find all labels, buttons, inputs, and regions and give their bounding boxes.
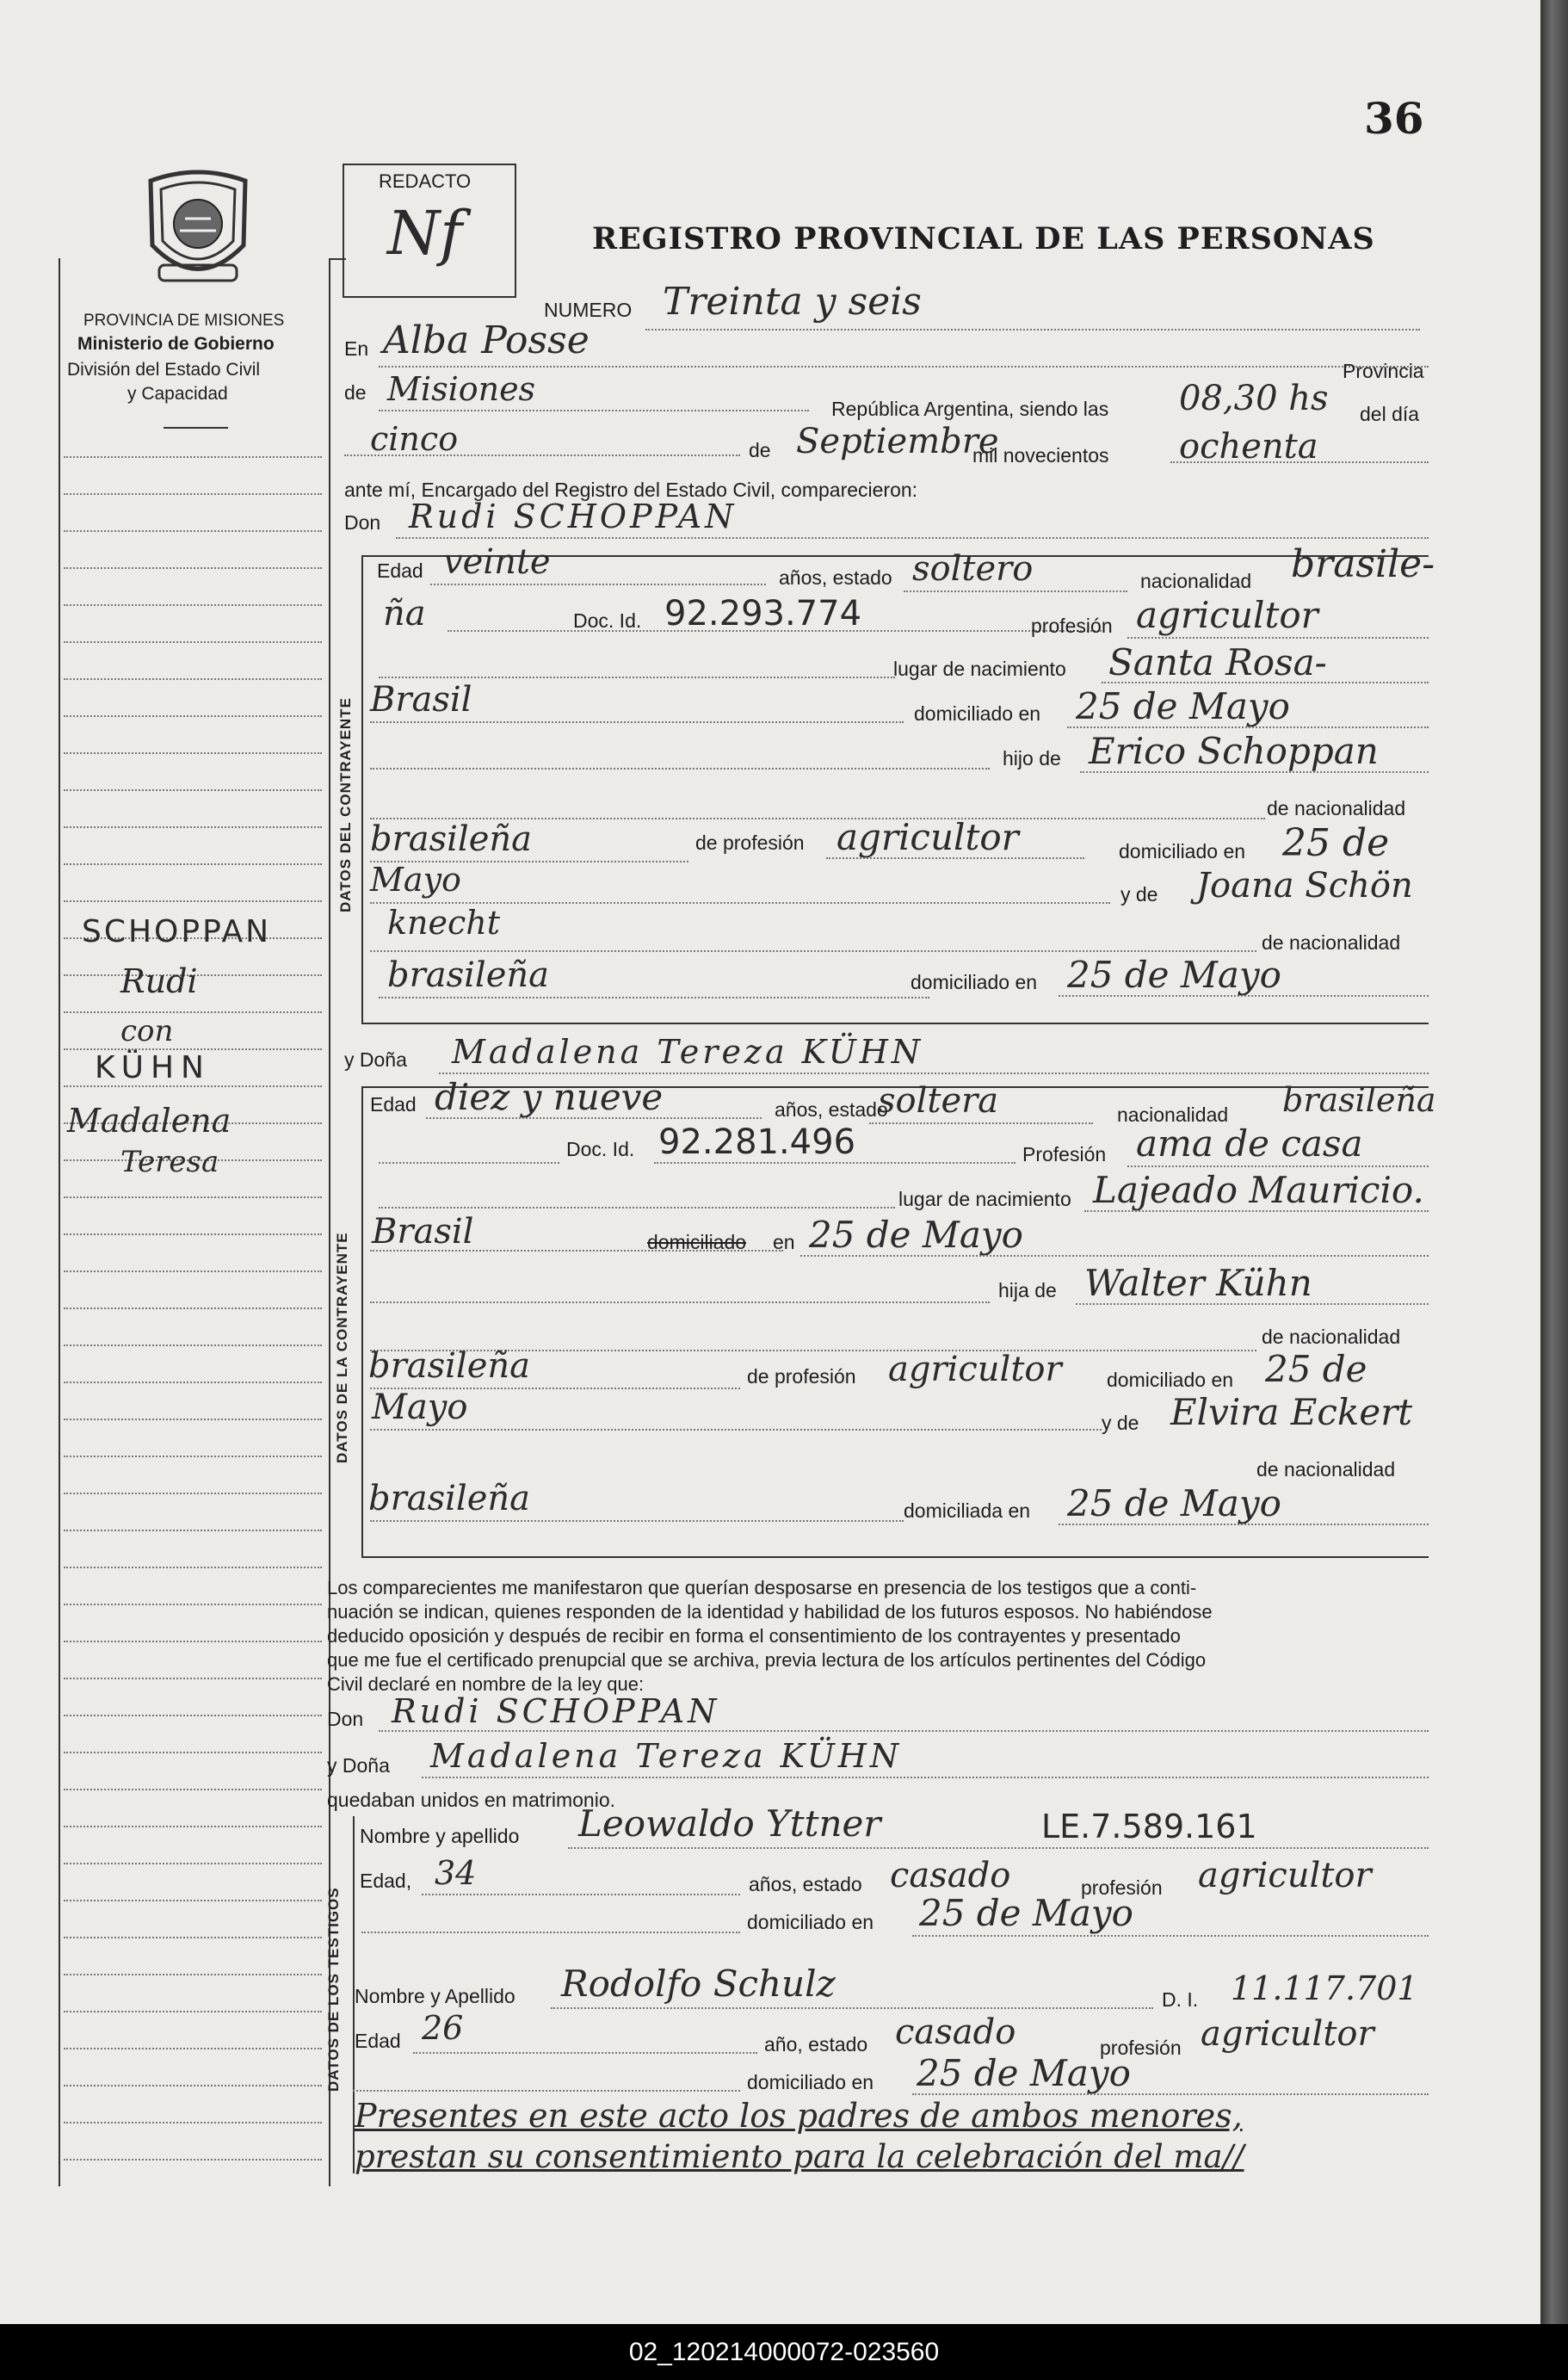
ledger-line bbox=[64, 1715, 322, 1716]
dona-value: Madalena Tereza KÜHN bbox=[452, 1033, 924, 1071]
c-anios-estado-label: años, estado bbox=[779, 566, 892, 589]
f-doc-value: 92.281.496 bbox=[658, 1122, 856, 1162]
f-dom-label: domiciliado en bbox=[1107, 1369, 1234, 1391]
f-madre-nac: brasileña bbox=[368, 1479, 530, 1518]
hora-value: 08,30 hs bbox=[1179, 379, 1329, 418]
t2-nombre-label: Nombre y Apellido bbox=[355, 1985, 515, 2007]
anio-value: ochenta bbox=[1179, 427, 1318, 467]
del-dia-label: del día bbox=[1360, 403, 1420, 425]
ledger-line bbox=[64, 1270, 322, 1272]
book-binding bbox=[1540, 0, 1568, 2324]
ledger-line bbox=[64, 1789, 322, 1790]
t2-di-label: D. I. bbox=[1162, 1988, 1199, 2011]
f-madre-value: Elvira Eckert bbox=[1170, 1391, 1413, 1433]
margin-note-surname-2: KÜHN bbox=[95, 1050, 211, 1085]
c-padre-nac: brasileña bbox=[370, 819, 532, 859]
document-title: REGISTRO PROVINCIAL DE LAS PERSONAS bbox=[592, 221, 1375, 257]
contrayente-section-label: DATOS DEL CONTRAYENTE bbox=[337, 697, 354, 912]
de-value: Misiones bbox=[387, 370, 536, 408]
ledger-line bbox=[64, 1937, 322, 1938]
f-padre-value: Walter Kühn bbox=[1084, 1262, 1312, 1304]
f-lugar-label: lugar de nacimiento bbox=[898, 1188, 1071, 1210]
ledger-line bbox=[64, 493, 322, 495]
f-y-de-label: y de bbox=[1102, 1412, 1139, 1434]
f-estado-value: soltera bbox=[878, 1081, 999, 1121]
f-de-prof-label: de profesión bbox=[747, 1365, 856, 1388]
ledger-line bbox=[64, 2159, 322, 2161]
c-dom-en2-label: domiciliado en bbox=[911, 971, 1038, 993]
f-anios-estado-label: años, estado bbox=[775, 1098, 888, 1121]
f-lugar-value: Lajeado Mauricio. bbox=[1093, 1169, 1424, 1211]
t1-prof-label: profesión bbox=[1081, 1876, 1163, 1899]
f-profesion-value: ama de casa bbox=[1136, 1122, 1363, 1165]
c-madre-value: Joana Schön bbox=[1196, 866, 1413, 906]
c-hijo-label: hijo de bbox=[1003, 747, 1061, 770]
ledger-line bbox=[64, 1196, 322, 1198]
ledger-line bbox=[64, 1011, 322, 1013]
contrayenta-section-label: DATOS DE LA CONTRAYENTE bbox=[334, 1232, 350, 1463]
testigos-nota-2: prestan su consentimiento para la celebración del ma// bbox=[355, 2138, 1244, 2175]
stamp-initials: Nf bbox=[387, 198, 463, 269]
f-profesion-label: Profesión bbox=[1022, 1143, 1107, 1165]
ledger-line bbox=[64, 567, 322, 569]
ledger-line bbox=[64, 715, 322, 717]
ledger-line bbox=[64, 752, 322, 754]
c-edad-label: Edad bbox=[377, 559, 423, 582]
t2-prof-value: agricultor bbox=[1201, 2014, 1374, 2054]
ledger-line bbox=[64, 1863, 322, 1864]
mes-value: Septiembre bbox=[796, 422, 999, 461]
c-padre-dom: 25 de bbox=[1282, 821, 1390, 865]
republica-label: República Argentina, siendo las bbox=[831, 398, 1109, 420]
c-nacionalidad-value: brasile- bbox=[1291, 542, 1435, 586]
ledger-line bbox=[64, 641, 322, 643]
c-madre-cont: knecht bbox=[387, 904, 501, 942]
ledger-line bbox=[64, 1641, 322, 1642]
f-padre-dom: 25 de bbox=[1265, 1348, 1367, 1390]
mil-label: mil novecientos bbox=[972, 444, 1109, 467]
f-domicilio-label: domiciliado bbox=[647, 1231, 747, 1253]
t2-estado-label: año, estado bbox=[764, 2033, 868, 2055]
ledger-line bbox=[64, 789, 322, 791]
c-madre-dom: 25 de Mayo bbox=[1067, 954, 1281, 996]
ledger-line bbox=[64, 863, 322, 865]
c-estado-value: soltero bbox=[912, 549, 1034, 589]
ledger-line bbox=[64, 1233, 322, 1235]
testigos-section-label: DATOS DE LOS TESTIGOS bbox=[325, 1887, 342, 2092]
ledger-line bbox=[64, 1826, 322, 1827]
ledger-line bbox=[64, 1382, 322, 1383]
f-madre-dom: 25 de Mayo bbox=[1067, 1482, 1281, 1524]
c-padre-prof: agricultor bbox=[836, 816, 1019, 858]
c-de-nac2-label: de nacionalidad bbox=[1262, 931, 1401, 954]
ledger-line bbox=[64, 678, 322, 680]
c-lugar-value: Santa Rosa- bbox=[1108, 641, 1327, 683]
de-label: de bbox=[344, 381, 367, 404]
t1-estado-label: años, estado bbox=[749, 1873, 862, 1895]
f-padre-dom-cont: Mayo bbox=[372, 1388, 468, 1427]
t1-dom-label: domiciliado en bbox=[747, 1911, 874, 1933]
f-nacionalidad-label: nacionalidad bbox=[1117, 1103, 1229, 1126]
decl-dona-value: Madalena Tereza KÜHN bbox=[430, 1737, 903, 1775]
decl-dona-label: y Doña bbox=[327, 1754, 390, 1777]
t2-estado-value: casado bbox=[895, 2012, 1016, 2052]
f-domicilio-value: 25 de Mayo bbox=[809, 1214, 1023, 1256]
provincia-label: Provincia bbox=[1343, 360, 1424, 382]
ledger-line bbox=[64, 1345, 322, 1346]
c-domicilio-label: domiciliado en bbox=[914, 702, 1041, 725]
c-de-nac-label: de nacionalidad bbox=[1267, 797, 1406, 819]
numero-label: NUMERO bbox=[544, 299, 633, 321]
margin-note-con: con bbox=[120, 1014, 174, 1048]
c-edad-value: veinte bbox=[443, 542, 551, 582]
ledger-line bbox=[64, 1307, 322, 1309]
t2-edad-label: Edad bbox=[355, 2030, 401, 2052]
redacto-stamp bbox=[343, 164, 516, 298]
t1-estado-value: casado bbox=[890, 1856, 1011, 1895]
c-doc-label: Doc. Id. bbox=[573, 609, 642, 632]
ledger-line bbox=[64, 1456, 322, 1457]
ledger-line bbox=[64, 530, 322, 532]
margin-rule-top bbox=[329, 258, 346, 260]
ledger-line bbox=[64, 1752, 322, 1753]
c-profesion-label: profesión bbox=[1031, 615, 1113, 637]
ledger-line bbox=[64, 1604, 322, 1605]
numero-value: Treinta y seis bbox=[663, 280, 922, 324]
ledger-line bbox=[64, 2085, 322, 2086]
f-domicilio-en: en bbox=[773, 1231, 795, 1253]
f-edad-label: Edad bbox=[370, 1093, 417, 1116]
t1-prof-value: agricultor bbox=[1198, 1856, 1372, 1895]
t2-prof-label: profesión bbox=[1100, 2037, 1182, 2059]
t2-nombre-value: Rodolfo Schulz bbox=[561, 1963, 836, 2005]
c-nacionalidad-label: nacionalidad bbox=[1140, 570, 1252, 592]
declaracion-line-1: Los comparecientes me manifestaron que querían desposarse en presencia de los testigos que a conti- bbox=[327, 1577, 1197, 1598]
c-padre-value: Erico Schoppan bbox=[1089, 730, 1379, 772]
decl-don-label: Don bbox=[327, 1708, 364, 1730]
don-label: Don bbox=[344, 511, 381, 534]
c-profesion-value: agricultor bbox=[1136, 594, 1318, 636]
ledger-line bbox=[64, 2011, 322, 2012]
ledger-line bbox=[64, 1493, 322, 1494]
sidebar-line-1: PROVINCIA DE MISIONES bbox=[83, 312, 285, 330]
margin-note-name-3: Teresa bbox=[120, 1145, 219, 1179]
ledger-line bbox=[64, 456, 322, 458]
page-number: 36 bbox=[1364, 93, 1424, 144]
f-dom2-label: domiciliada en bbox=[904, 1499, 1031, 1522]
t1-edad-value: 34 bbox=[435, 1854, 477, 1892]
footer-id: 02_120214000072-023560 bbox=[628, 2338, 940, 2366]
declaracion-line-4: que me fue el certificado prenupcial que se archiva, previa lectura de los artículos pertinentes del Código bbox=[327, 1649, 1207, 1671]
en-label: En bbox=[344, 337, 369, 360]
f-de-nac2-label: de nacionalidad bbox=[1256, 1458, 1396, 1481]
t2-dom-label: domiciliado en bbox=[747, 2071, 874, 2093]
ledger-line bbox=[64, 1678, 322, 1679]
footer-id-bar bbox=[0, 2324, 1568, 2380]
ledger-line bbox=[64, 604, 322, 606]
decl-don-value: Rudi SCHOPPAN bbox=[392, 1692, 720, 1730]
ledger-line bbox=[64, 1974, 322, 1975]
t2-di-value: 11.117.701 bbox=[1231, 1969, 1418, 2007]
ledger-line bbox=[64, 900, 322, 902]
declaracion-line-5: Civil declaré en nombre de la ley que: bbox=[327, 1673, 645, 1695]
margin-note-name-2: Madalena bbox=[67, 1102, 231, 1140]
f-padre-prof: agricultor bbox=[888, 1350, 1062, 1389]
t1-dom-value: 25 de Mayo bbox=[919, 1892, 1133, 1934]
ledger-line bbox=[64, 1567, 322, 1568]
margin-note-name: Rudi bbox=[120, 962, 198, 1000]
t1-edad-label: Edad, bbox=[360, 1870, 412, 1892]
ledger-line bbox=[64, 1085, 322, 1087]
don-value: Rudi SCHOPPAN bbox=[409, 498, 738, 535]
testigos-nota-1: Presentes en este acto los padres de ambos menores, bbox=[355, 2097, 1243, 2135]
f-lugar-cont: Brasil bbox=[372, 1212, 474, 1252]
ledger-line bbox=[64, 2122, 322, 2123]
ledger-line bbox=[64, 2048, 322, 2049]
c-dom-en-label: domiciliado en bbox=[1119, 840, 1246, 862]
sidebar-line-4: y Capacidad bbox=[127, 384, 228, 404]
margin-note-surname: SCHOPPAN bbox=[82, 914, 272, 949]
t2-dom-value: 25 de Mayo bbox=[917, 2052, 1131, 2094]
t1-nombre-label: Nombre y apellido bbox=[360, 1825, 520, 1847]
decl-final: quedaban unidos en matrimonio. bbox=[327, 1789, 616, 1811]
declaracion-line-3: deducido oposición y después de recibir en forma el consentimiento de los contrayentes y presentado bbox=[327, 1625, 1181, 1647]
c-domicilio-value: 25 de Mayo bbox=[1076, 685, 1290, 727]
de2-label: de bbox=[749, 439, 771, 461]
f-padre-nac: brasileña bbox=[368, 1346, 530, 1386]
f-edad-value: diez y nueve bbox=[435, 1076, 664, 1118]
f-doc-label: Doc. Id. bbox=[566, 1138, 635, 1160]
f-de-nac-label: de nacionalidad bbox=[1262, 1326, 1401, 1348]
t2-edad-value: 26 bbox=[422, 2009, 464, 2047]
c-y-de-label: y de bbox=[1120, 883, 1158, 906]
ante-text: ante mí, Encargado del Registro del Estado Civil, comparecieron: bbox=[344, 479, 918, 501]
c-de-prof-label: de profesión bbox=[695, 831, 805, 854]
dona-label: y Doña bbox=[344, 1048, 407, 1071]
c-lugar-label: lugar de nacimiento bbox=[893, 658, 1066, 680]
t1-nombre-value: Leowaldo Yttner bbox=[578, 1802, 881, 1845]
ledger-line bbox=[64, 826, 322, 828]
sidebar-divider bbox=[164, 427, 228, 429]
c-padre-dom-cont: Mayo bbox=[370, 861, 461, 899]
t1-le: LE.7.589.161 bbox=[1041, 1808, 1257, 1845]
f-nacionalidad-value: brasileña bbox=[1282, 1081, 1436, 1119]
en-value: Alba Posse bbox=[383, 318, 590, 362]
provincial-seal-icon bbox=[142, 164, 254, 288]
dia-value: cinco bbox=[370, 420, 459, 458]
sidebar-line-3: División del Estado Civil bbox=[67, 360, 261, 380]
margin-rule-left bbox=[59, 258, 60, 2186]
sidebar-line-2: Ministerio de Gobierno bbox=[77, 334, 275, 354]
ledger-line bbox=[64, 1419, 322, 1420]
c-nacionalidad-cont: ña bbox=[383, 594, 426, 634]
ledger-line bbox=[64, 1900, 322, 1901]
c-lugar-cont: Brasil bbox=[370, 680, 472, 720]
c-doc-value: 92.293.774 bbox=[664, 594, 862, 634]
f-hija-label: hija de bbox=[998, 1279, 1057, 1301]
ledger-line bbox=[64, 1530, 322, 1531]
c-madre-nac: brasileña bbox=[387, 955, 549, 995]
stamp-label: REDACTO bbox=[379, 170, 472, 192]
declaracion-line-2: nuación se indican, quienes responden de la identidad y habilidad de los futuros esposos. No habiéndose bbox=[327, 1601, 1213, 1623]
